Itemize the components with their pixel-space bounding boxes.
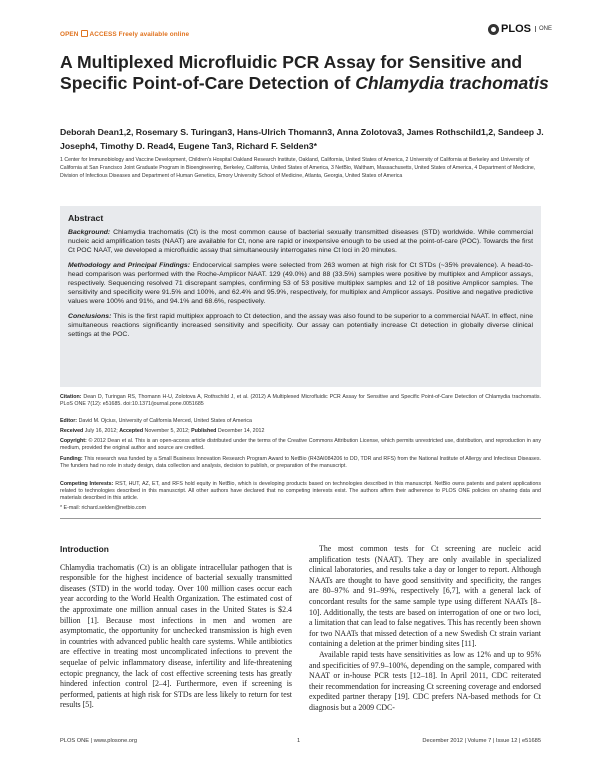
funding-text: This research was funded by a Small Business Innovation Research Program Award to NetBio (R43AI084206 to DD, TDR and RFS) from the National Institute of Allergy and Infectious Diseases. The funders had no role in study design, data collection and analysis, decision to publish, or preparation of the manuscript. [60,456,541,470]
intro-paragraph-2: The most common tests for Ct screening are nucleic acid amplification tests (NAAT). They are only available in specialized clinical laboratories, and results take a day or longer to report. Although NAATs are thought to have good sensitivity and specificity, the ranges are 80–97% and 91–99%, respectively [6,7], with a general lack of concordant results for the same sample type using different NAATs [8–10]. Additionally, the tests are based on interrogation of one or two loci, a limitation that can lead to false negatives. This has recently been shown for two NAATs that missed detection of a new Swedish Ct strain variant containing a deletion at the primer binding sites [11]. [309,544,541,649]
accepted-date: November 5, 2012; [144,428,190,434]
methods-text: Endocervical samples were selected from 263 women at high risk for Ct STDs (~35% prevalence). A head-to-head comparison was performed with the Roche-Amplicor NAAT. 129 (49.0%) and 88 (33.5%) samples were positive by multiplex and Amplicor assays, respectively. Sequencing resolved 71 discrepant samples, confirming 53 of 53 positive multiplex samples and 12 of 18 positive Amplicor samples. The sensitivity and specificity were 91.5% and 100%, and 62.4% and 95.9%, respectively, for multiplex and Amplicor assays. Positive and negative predictive values were 100% and 91%, and 94.1% and 68.6%, respectively. [68,262,533,305]
abstract-conclusions [68,313,533,339]
background-label: Background: [68,229,111,236]
access-label: ACCESS [89,31,117,38]
freely-available-label: Freely available online [118,31,190,38]
citation-label: Citation: [60,394,82,400]
competing-label: Competing Interests: [60,481,114,487]
published-label: Published [191,428,217,434]
conclusions-text: This is the first rapid multiplex approach to Ct detection, and the assay was also found to be superior to a commercial NAAT. In effect, nine simultaneous reactions significantly increased sensitivity and specificity. Our assay can potentially increase Ct detection in globally diverse clinical settings at the POC. [68,313,533,338]
funding-label: Funding: [60,456,83,462]
journal-logo [488,23,552,35]
citation-line [60,394,541,408]
intro-paragraph-1: Chlamydia trachomatis (Ct) is an obligate intracellular pathogen that is responsible for the highest incidence of bacterial sexually transmitted diseases (STD) in the world today. Over 100 million cases occur each year according to the World Health Organization. The estimated cost of the approximate one million annual cases in the United States is $2.4 billion [1]. Because most infections in men and women are asymptomatic, the opportunity for unchecked transmission is high even in countries with advanced public health care systems. While antibiotics are effective in treating most uncomplicated infections to prevent the sequelae of pelvic inflammatory disease, infertility and life-threatening ectopic pregnancy, the lack of cost effective screening tests has greatly hindered infection control [2–4]. Furthermore, even if screening is performed, patients at high risk for STDs are less likely to return for test results [5]. [60,562,292,710]
footer-journal: PLOS ONE | www.plosone.org [60,738,138,744]
copyright-line [60,438,541,452]
background-text: Chlamydia trachomatis (Ct) is the most common cause of bacterial sexually transmitted diseases (STD) worldwide. While commercial nucleic acid amplification tests (NAAT) are available for Ct, none are rapid or inexpensive enough to be used at the point-of-care (POC). Towards the first Ct POC NAAT, we developed a microfluidic assay that simultaneously interrogates nine Ct loci in 20 minutes. [68,229,534,254]
conclusions-label: Conclusions: [68,313,112,321]
copyright-label: Copyright: [60,438,87,444]
title-main: A Multiplexed Microfluidic PCR Assay for Sensitive and Specific Point-of-Care Detection of [60,52,523,93]
competing-text: RST, HUT, AZ, ET, and RFS hold equity in NetBio, which is developing products based on technologies described in this manuscript. NetBio owns patents and patent applications related to technologies described in this manuscript. All other authors have declared that no competing interests exist. The authors affirm their adherence to PLOS ONE policies on sharing data and materials described in this article. [60,481,541,502]
plos-logo-icon [488,24,499,35]
abstract-background [68,229,533,255]
journal-name: PLOS [501,23,531,35]
editor-label: Editor: [60,418,78,424]
copyright-text: © 2012 Dean et al. This is an open-access article distributed under the terms of the Creative Commons Attribution License, which permits unrestricted use, distribution, and reproduction in any medium, provided the original author and source are credited. [60,438,541,452]
editor-line [60,418,541,425]
right-column [309,544,541,714]
funding-line [60,456,541,470]
journal-suffix: ONE [535,26,552,32]
open-access-banner [60,30,189,38]
abstract-box [60,206,541,387]
abstract-methods [68,262,533,306]
editor-text: David M. Ojcius, University of California Merced, United States of America [78,418,252,424]
email-line: * E-mail: richard.selden@netbio.com [60,505,147,511]
paper-title [60,52,550,94]
left-column [60,544,292,711]
methods-label: Methodology and Principal Findings: [68,262,190,270]
introduction-heading: Introduction [60,544,109,554]
footer-issue: December 2012 | Volume 7 | Issue 12 | e51685 [422,738,541,744]
accepted-label: Accepted [119,428,144,434]
intro-paragraph-3: Available rapid tests have sensitivities as low as 12% and up to 95% and specificities of 97.9–100%, depending on the sample, compared with NAAT or in-house PCR tests [12–18]. In April 2011, CDC reiterated their recommendation for increasing Ct screening coverage and endorsed expedited partner therapy [19]. CDC prefers NA-based methods for Ct diagnosis but a 2009 CDC- [309,649,541,712]
affiliations: 1 Center for Immunobiology and Vaccine Development, Children's Hospital Oakland Research Institute, Oakland, California, United States of America, 2 University of California at Berkeley and University of California at San Francisco Joint Graduate Program in Bioengineering, Berkeley, California, United States of America, 3 NetBio, Waltham, Massachusetts, United States of America, 4 Department of Medicine, Division of Infectious Diseases and Department of Human Genetics, Emory University School of Medicine, Atlanta, Georgia, United States of America [60,157,536,180]
citation-text: Dean D, Turingan RS, Thomann H-U, Zolotova A, Rothschild J, et al. (2012) A Multiplexed Microfluidic PCR Assay for Sensitive and Specific Point-of-Care Detection of Chlamydia trachomatis. PLoS ONE 7(12): e51685. doi:10.1371/journal.pone.0051685 [60,394,541,408]
author-list: Deborah Dean1,2, Rosemary S. Turingan3, Hans-Ulrich Thomann3, Anna Zolotova3, James Rothschild1,2, Sandeep J. Joseph4, Timothy D. Read4, Eugene Tan3, Richard F. Selden3* [60,127,544,151]
section-divider [60,518,541,519]
open-label: OPEN [60,31,79,38]
page-number: 1 [297,738,301,744]
received-date: July 16, 2012; [84,428,118,434]
competing-interests-line [60,481,541,503]
published-date: December 14, 2012 [217,428,265,434]
abstract-heading: Abstract [68,213,104,223]
title-italic: Chlamydia trachomatis [355,73,549,93]
open-access-lock-icon [81,30,88,37]
received-label: Received [60,428,84,434]
dates-line [60,428,541,435]
